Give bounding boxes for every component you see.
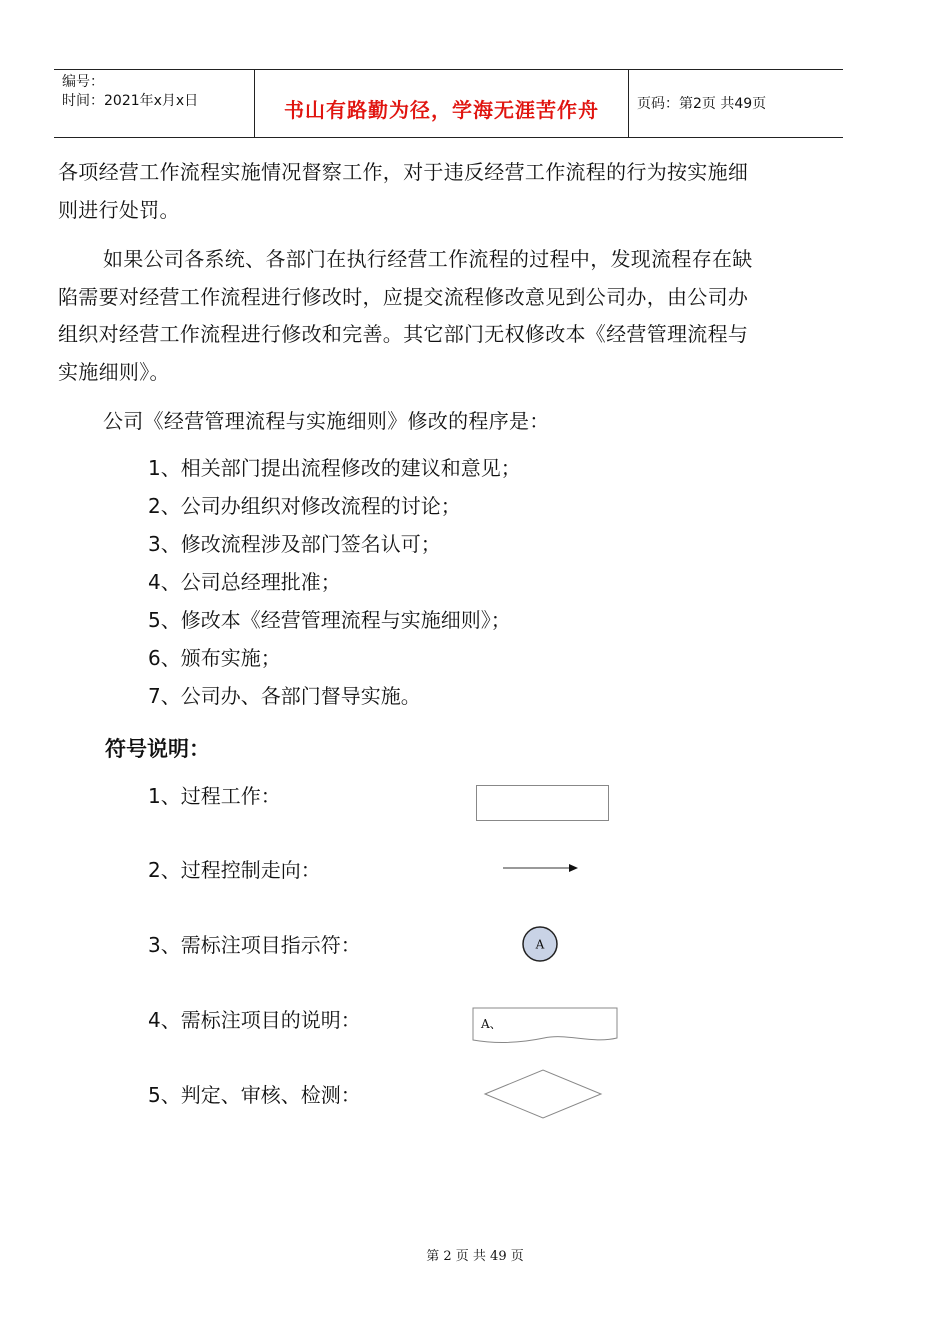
page-header [54, 69, 843, 138]
document-date-label: 时间：2021年x月x日 [62, 93, 199, 109]
process-rectangle-symbol [476, 785, 609, 821]
paragraph-2-line-1: 如果公司各系统、各部门在执行经营工作流程的过程中，发现流程存在缺 [103, 247, 753, 271]
symbol-label-decision: 5、判定、审核、检测： [148, 1083, 361, 1107]
annotation-indicator-circle-symbol [520, 925, 560, 965]
document-symbol-text: A、 [481, 1017, 502, 1031]
paragraph-2-line-2: 陷需要对经营工作流程进行修改时，应提交流程修改意见到公司办，由公司办 [58, 285, 749, 309]
procedure-step: 1、相关部门提出流程修改的建议和意见； [148, 456, 521, 480]
paragraph-2-line-3: 组织对经营工作流程进行修改和完善。其它部门无权修改本《经营管理流程与 [58, 322, 749, 346]
page-footer: 第 2 页 共 49 页 [426, 1249, 524, 1264]
symbol-label-annotation-description: 4、需标注项目的说明： [148, 1008, 361, 1032]
annotation-document-symbol [472, 1007, 620, 1047]
procedure-step: 3、修改流程涉及部门签名认可； [148, 532, 441, 556]
header-page-cell [628, 70, 843, 137]
paragraph-3: 公司《经营管理流程与实施细则》修改的程序是： [103, 409, 550, 433]
decision-diamond-symbol [482, 1068, 604, 1120]
flow-arrow-icon [503, 861, 581, 875]
procedure-step: 7、公司办、各部门督导实施。 [148, 684, 421, 708]
header-motto: 书山有路勤为径，学海无涯苦作舟 [284, 98, 599, 122]
document-number-label: 编号： [62, 74, 104, 90]
symbol-label-annotation-indicator: 3、需标注项目指示符： [148, 933, 361, 957]
procedure-step: 5、修改本《经营管理流程与实施细则》； [148, 608, 511, 632]
procedure-step: 6、颁布实施； [148, 646, 281, 670]
symbol-label-flow-direction: 2、过程控制走向： [148, 858, 321, 882]
paragraph-1-line-1: 各项经营工作流程实施情况督察工作，对于违反经营工作流程的行为按实施细 [58, 160, 749, 184]
paragraph-1-line-2: 则进行处罚。 [58, 198, 180, 222]
symbol-label-process: 1、过程工作： [148, 784, 281, 808]
paragraph-2-line-4: 实施细则》。 [58, 360, 170, 384]
procedure-step: 4、公司总经理批准； [148, 570, 341, 594]
indicator-circle-letter: A [535, 937, 545, 952]
procedure-step: 2、公司办组织对修改流程的讨论； [148, 494, 461, 518]
symbols-section-title: 符号说明： [105, 737, 210, 761]
header-meta [54, 70, 254, 137]
header-motto-cell [254, 70, 629, 137]
header-page-number: 页码：第2页 共49页 [637, 96, 767, 112]
